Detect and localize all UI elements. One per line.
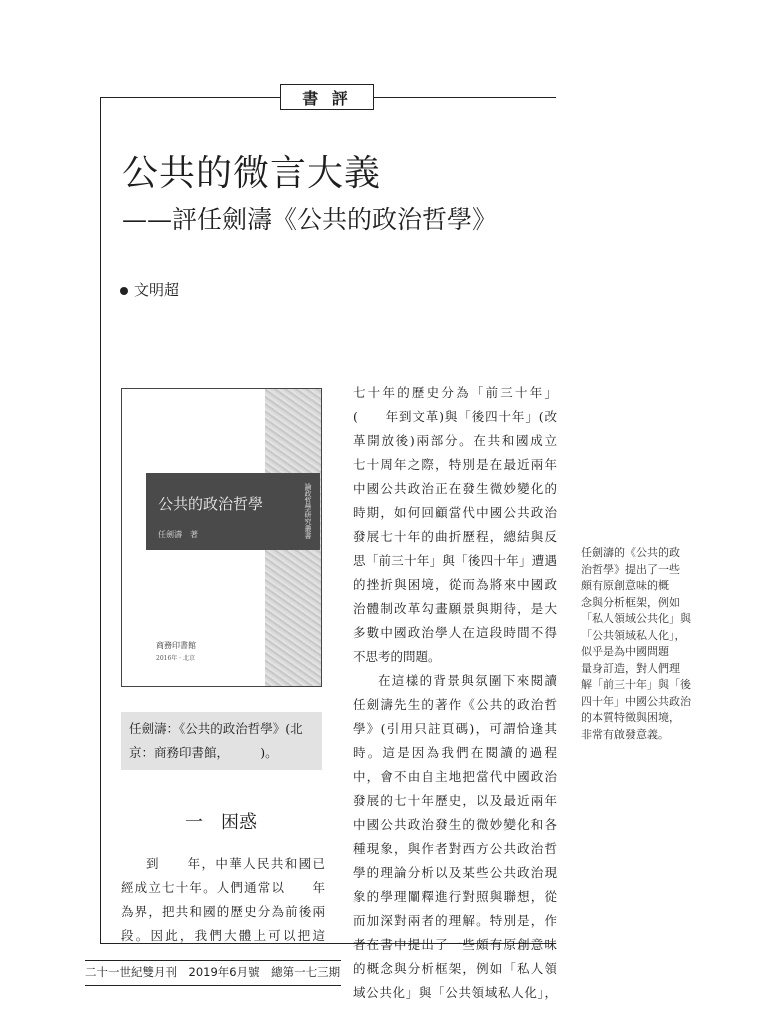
section-heading: 一 困惑 bbox=[185, 812, 257, 833]
text-line: 中國公共政治發生的微妙變化和各 bbox=[353, 817, 557, 832]
text-line: 中國公共政治正在發生微妙變化的 bbox=[353, 481, 557, 496]
text-line: 在這樣的背景與氛圍下來閱讀 bbox=[378, 673, 557, 688]
cover-year: 2016年 · 北京 bbox=[156, 655, 195, 662]
text-line: 象的學理闡釋進行對照與聯想，從 bbox=[353, 889, 557, 904]
text-line: 的概念與分析框架，例如「私人領 bbox=[353, 961, 557, 976]
text-line: 到 年，中華人民共和國已 bbox=[146, 856, 325, 871]
section-tag: 書 評 bbox=[280, 84, 374, 110]
text-line: 經成立七十年。人們通常以 年 bbox=[121, 880, 325, 895]
text-line: 多數中國政治學人在這段時間不得 bbox=[353, 625, 557, 640]
sidenote-line: 似乎是為中國問題 bbox=[581, 645, 669, 658]
sidenote-line: 念與分析框架，例如 bbox=[581, 595, 680, 609]
sidenote-line: 頗有原創意味的概 bbox=[581, 579, 669, 592]
article-subtitle: ——評任劍濤《公共的政治哲學》 bbox=[122, 205, 498, 234]
cover-author: 任劍濤 著 bbox=[158, 530, 198, 539]
margin-pull-quote bbox=[581, 545, 689, 743]
text-line: 段。因此，我們大體上可以把這 bbox=[121, 928, 325, 943]
cover-title-band bbox=[146, 473, 320, 550]
author-byline bbox=[120, 279, 179, 300]
caption-line: 京：商務印書館， )。 bbox=[129, 745, 278, 760]
body-column-middle bbox=[353, 381, 557, 1005]
journal-footer: 二十一世紀雙月刊 2019年6月號 總第一七三期 bbox=[85, 965, 341, 979]
text-line: 而加深對兩者的理解。特別是，作 bbox=[353, 913, 557, 928]
text-line: 者在書中提出了一些頗有原創意味 bbox=[353, 937, 557, 952]
sidenote-line: 「公共領域私人化」， bbox=[581, 628, 686, 642]
footer-rule-bottom bbox=[85, 985, 341, 986]
text-line: 時。這是因為我們在閱讀的過程 bbox=[353, 745, 557, 760]
cover-publisher: 商務印書館 bbox=[156, 641, 196, 650]
sidenote-line: 治哲學》提出了一些 bbox=[581, 562, 680, 576]
text-line: 域公共化」與「公共領域私人化」， bbox=[353, 985, 557, 1000]
sidenote-line: 「私人領域公共化」與 bbox=[581, 612, 691, 625]
cover-title: 公共的政治哲學 bbox=[158, 495, 264, 513]
text-line: 思「前三十年」與「後四十年」遭遇 bbox=[353, 553, 557, 568]
text-line: 發展七十年的曲折歷程，總結與反 bbox=[353, 529, 557, 544]
sidenote-line: 解「前三十年」與「後 bbox=[581, 678, 691, 691]
text-line: 任劍濤先生的著作《公共的政治哲 bbox=[353, 697, 557, 712]
text-line: 時期，如何回顧當代中國公共政治 bbox=[353, 505, 557, 520]
text-line: 不思考的問題。 bbox=[353, 649, 441, 664]
text-line: 學》(引用只註頁碼)，可謂恰逢其 bbox=[353, 721, 557, 736]
text-line: 種現象，與作者對西方公共政治哲 bbox=[353, 841, 557, 856]
article-title: 公共的微言大義 bbox=[122, 153, 382, 194]
body-column-left bbox=[121, 852, 325, 948]
text-line: 發展的七十年歷史，以及最近兩年 bbox=[353, 793, 557, 808]
cover-series: 論政哲學研究叢書 bbox=[304, 483, 312, 539]
text-line: 革開放後)兩部分。在共和國成立 bbox=[353, 433, 557, 448]
sidenote-line: 四十年」中國公共政治 bbox=[581, 694, 691, 708]
footer-rule-top bbox=[85, 960, 341, 961]
sidenote-line: 任劍濤的《公共的政 bbox=[581, 546, 680, 559]
text-line: 治體制改革勾畫願景與期待，是大 bbox=[353, 601, 557, 616]
text-line: 七十年的歷史分為「前三十年」 bbox=[353, 385, 557, 400]
sidenote-line: 非常有啟發意義。 bbox=[581, 727, 669, 741]
frame-left-rule bbox=[100, 97, 101, 943]
text-line: 的挫折與困境，從而為將來中國政 bbox=[353, 577, 557, 592]
author-name: 文明超 bbox=[134, 281, 180, 299]
caption-line: 任劍濤：《公共的政治哲學》(北 bbox=[129, 721, 303, 736]
text-line: 中，會不由自主地把當代中國政治 bbox=[353, 769, 557, 784]
book-caption bbox=[121, 712, 322, 770]
sidenote-line: 量身訂造，對人們理 bbox=[581, 661, 680, 675]
sidenote-line: 的本質特徵與困境， bbox=[581, 711, 680, 724]
text-line: ( 年到文革)與「後四十年」(改 bbox=[353, 409, 557, 424]
text-line: 為界，把共和國的歷史分為前後兩 bbox=[121, 904, 325, 919]
book-cover-image bbox=[121, 388, 322, 687]
text-line: 七十周年之際，特別是在最近兩年 bbox=[353, 457, 557, 472]
bullet-icon bbox=[120, 287, 128, 295]
text-line: 學的理論分析以及某些公共政治現 bbox=[353, 865, 557, 880]
